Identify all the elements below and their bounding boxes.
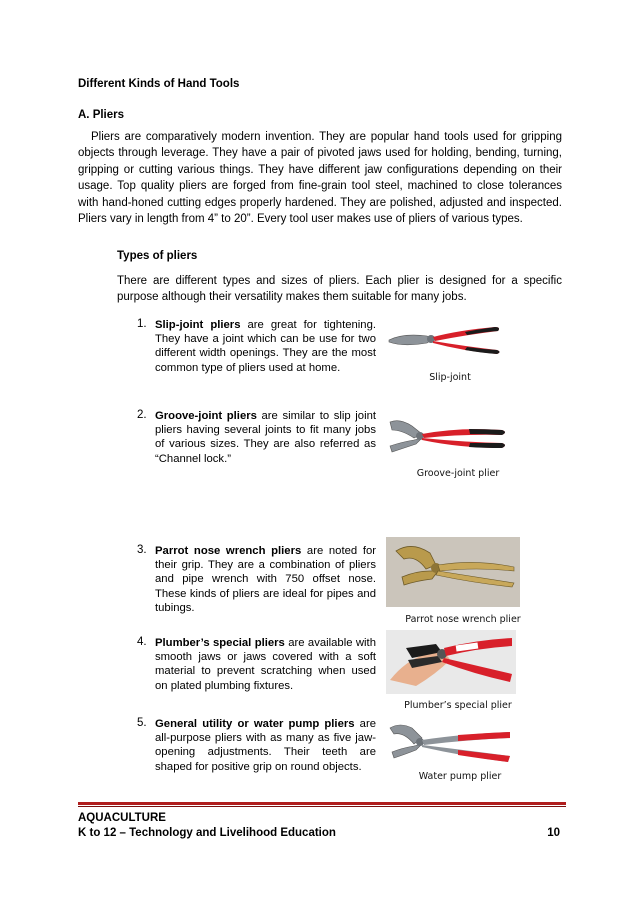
image-caption: Groove-joint plier — [416, 468, 500, 479]
list-item-groove-joint — [155, 409, 376, 466]
types-heading: Types of pliers — [117, 250, 198, 262]
footer-rule-thin — [78, 806, 566, 807]
document-heading: Different Kinds of Hand Tools — [78, 78, 240, 90]
list-number: 2. — [137, 409, 147, 421]
list-item-description: are all-purpose pliers with as many as five jaw-opening adjustments. Their teeth are shaped for positive grip on round objects. — [155, 718, 376, 773]
footer-subject: AQUACULTURE — [78, 812, 166, 824]
list-item-term: Groove-joint pliers — [155, 410, 257, 422]
list-item-description: are available with smooth jaws or jaws covered with a soft material to prevent scratching when used on plated plumbing fixtures. — [155, 637, 376, 692]
image-caption: Slip-joint — [429, 372, 471, 383]
list-item-description: are noted for their grip. They are a combination of pliers and pipe wrench with 750 offset nose. These kinds of pliers are ideal for pipes and tubings. — [155, 545, 377, 614]
footer-rule — [78, 802, 566, 805]
slip-joint-plier-image — [385, 316, 505, 366]
list-item-term: Plumber’s special pliers — [155, 637, 285, 649]
list-number: 3. — [137, 544, 147, 556]
footer-program: K to 12 – Technology and Livelihood Education — [78, 827, 336, 839]
groove-joint-plier-image — [384, 412, 512, 462]
water-pump-plier-image — [386, 718, 516, 770]
plumbers-special-plier-image — [386, 630, 516, 694]
parrot-nose-plier-image — [386, 537, 520, 607]
image-caption: Parrot nose wrench plier — [405, 614, 521, 625]
list-item-description: are great for tightening. They have a joint which can be use for two different width openings. They are the most common type of pliers used at home. — [155, 319, 376, 374]
image-caption: Water pump plier — [418, 771, 502, 782]
list-item-term: Slip-joint pliers — [155, 319, 241, 331]
types-intro-paragraph: There are different types and sizes of pliers. Each plier is designed for a specific purpose although their versatility makes them suitable for many jobs. — [117, 275, 562, 304]
list-number: 1. — [137, 318, 147, 330]
list-item-term: General utility or water pump pliers — [155, 718, 355, 730]
list-number: 4. — [137, 636, 147, 648]
list-item-term: Parrot nose wrench pliers — [155, 545, 302, 557]
intro-paragraph: Pliers are comparatively modern invention. They are popular hand tools used for gripping objects through leverage. They have a pair of pivoted jaws used for holding, bending, turning, gripping or cutting various things. They have different jaw configurations depending on their usage. Top quality pliers are forged from fine-grain tool steel, machined to close tolerances with hand-honed cutting edges properly hardened. They are polished, adjusted and inspected. Pliers vary in length from 4” to 20”. Every tool user makes use of pliers of various types. — [78, 131, 562, 226]
page-number: 10 — [547, 827, 560, 839]
image-caption: Plumber’s special plier — [404, 700, 512, 711]
list-item-plumbers-special — [155, 636, 376, 693]
list-item-description: are similar to slip joint pliers having several joints to fit many jobs of various sizes. They are also referred as “Channel lock.” — [155, 410, 376, 465]
list-item-parrot-nose — [155, 544, 376, 615]
list-number: 5. — [137, 717, 147, 729]
list-item-water-pump — [155, 717, 376, 774]
section-heading: A. Pliers — [78, 109, 125, 121]
list-item-slip-joint — [155, 318, 376, 375]
